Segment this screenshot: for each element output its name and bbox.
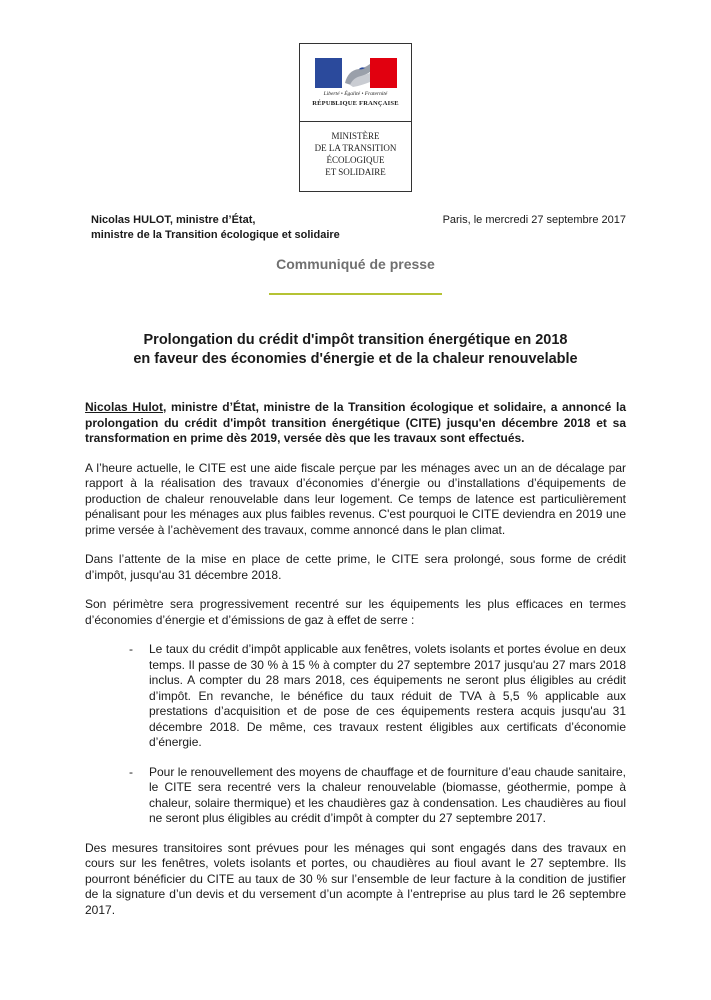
ministry-name-line: DE LA TRANSITION: [314, 143, 397, 153]
body-paragraph: Dans l’attente de la mise en place de cette prime, le CITE sera prolongé, sous forme de crédit d’impôt, jusqu'au 31 décembre 2018.: [85, 552, 626, 582]
sender-line: ministre de la Transition écologique et solidaire: [91, 229, 340, 241]
ministry-name-line: ET SOLIDAIRE: [325, 167, 386, 177]
list-item-text: Pour le renouvellement des moyens de chauffage et de fourniture d’eau chaude sanitaire, le CITE sera recentré vers la chaleur renouvelable (biomasse, géothermie, pompe à chaleur, solaire thermique) et les chaudières gaz à condensation. Les chaudières au fioul ne seront plus éligibles au crédit d’impôt à compter du 27 septembre 2017.: [149, 764, 626, 825]
logo-divider: [300, 121, 411, 122]
body-paragraph: Des mesures transitoires sont prévues pour les ménages qui sont engagés dans des travaux en cours sur les fenêtres, volets isolants et portes, ou chaudières au fioul avant le 27 septembre. Ils pourront bénéficier du CITE au taux de 30 % sur l’ensemble de leur facture à la condition de justifier de la signature d’un devis et du versement d’un acompte à l’entreprise au plus tard le 26 septembre 2017.: [85, 840, 626, 917]
body-content: [85, 400, 626, 918]
document-type-heading: Communiqué de presse: [276, 256, 435, 272]
republic-motto: Liberté • Égalité • Fraternité: [323, 91, 388, 97]
body-paragraph: Son périmètre sera progressivement recentré sur les équipements les plus efficaces en termes d’économies d’énergie et d’émissions de gaz à effet de serre :: [85, 597, 626, 627]
title-line: en faveur des économies d'énergie et de la chaleur renouvelable: [133, 351, 578, 367]
ministry-logo-block: [299, 43, 412, 192]
ministry-name-line: ÉCOLOGIQUE: [326, 155, 385, 165]
accent-rule: [269, 293, 442, 295]
list-item: [85, 765, 626, 827]
lead-name: Nicolas Hulot: [85, 400, 163, 414]
ministry-name: [300, 130, 411, 178]
lead-paragraph: [85, 400, 626, 447]
date-line: Paris, le mercredi 27 septembre 2017: [442, 214, 626, 226]
list-item-text: Le taux du crédit d’impôt applicable aux fenêtres, volets isolants et portes évolue en deux temps. Il passe de 30 % à 15 % à compter du 27 septembre 2017 jusqu'au 27 mars 2018 inclus. A compter du 28 mars 2018, ces équipements ne seront plus éligibles au crédit d’impôt. En revanche, le bénéfice du taux réduit de TVA à 5,5 % applicable aux prestations d’acquisition et de pose de ces équipements restera acquis jusqu'au 31 décembre 2018. De même, ces travaux restent éligibles aux certificats d’économie d’énergie.: [149, 642, 626, 749]
bullet-dash: -: [129, 642, 133, 656]
title-line: Prolongation du crédit d'impôt transition énergétique en 2018: [143, 332, 568, 348]
marianne-flag-icon: [315, 58, 397, 88]
sender-line: Nicolas HULOT, ministre d’État,: [91, 214, 256, 226]
body-paragraph: A l’heure actuelle, le CITE est une aide fiscale perçue par les ménages avec un an de décalage par rapport à la réalisation des travaux d’économies d’énergie ou d’installations d’équipements de production de chaleur renouvelable dans leur logement. Ce temps de latence est particulièrement pénalisant pour les ménages aux plus faibles revenus. C'est pourquoi le CITE deviendra en 2019 une prime versée à l’achèvement des travaux, comme annoncé dans le plan climat.: [85, 460, 626, 537]
sender-block: [91, 213, 340, 243]
marianne-logo: [300, 44, 411, 119]
ministry-name-line: MINISTÈRE: [331, 131, 380, 141]
republique-francaise-label: RÉPUBLIQUE FRANÇAISE: [312, 100, 399, 107]
list-item: [85, 642, 626, 751]
lead-text: , ministre d’État, ministre de la Transition écologique et solidaire, a annoncé la prolongation du crédit d'impôt transition énergétique (CITE) jusqu'en décembre 2018 et sa transformation en prime dès 2019, versée dès que les travaux sont effectués.: [85, 400, 626, 445]
press-release-title: [60, 331, 651, 369]
bullet-dash: -: [129, 764, 133, 779]
